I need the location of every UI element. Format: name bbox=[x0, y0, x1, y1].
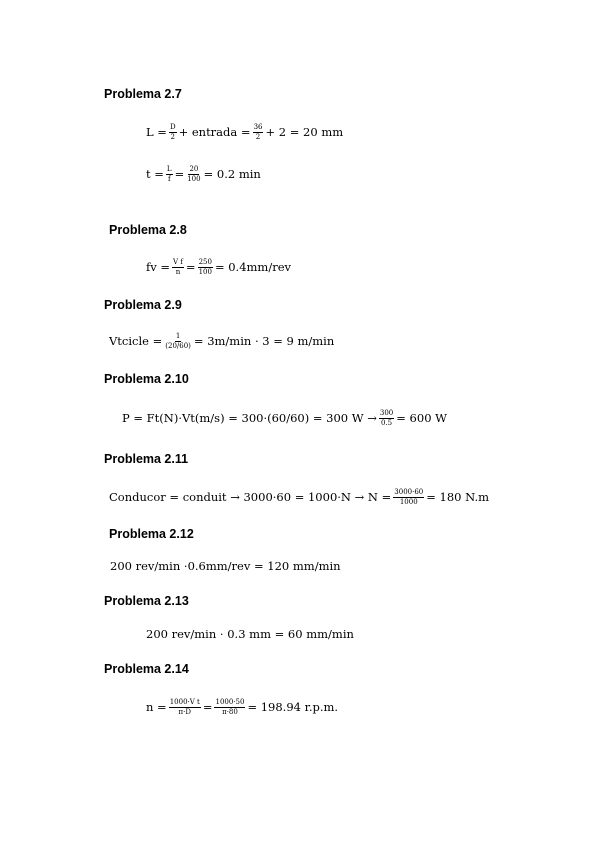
fraction bbox=[169, 699, 201, 717]
eq-text: P = Ft(N)·Vt(m/s) = 300·(60/60) = 300 W → bbox=[122, 411, 377, 426]
eq-text: = 600 W bbox=[396, 411, 447, 426]
fraction-denominator: π·80 bbox=[222, 708, 238, 717]
fraction-numerator: 250 bbox=[198, 259, 213, 268]
equation-2-9 bbox=[109, 333, 334, 351]
heading-problema-2-10: Problema 2.10 bbox=[104, 372, 189, 386]
fraction bbox=[169, 124, 177, 142]
heading-problema-2-7: Problema 2.7 bbox=[104, 87, 182, 101]
eq-text: = 0.2 min bbox=[203, 167, 261, 182]
fraction-denominator: π·D bbox=[178, 708, 191, 717]
equation-2-7-length bbox=[146, 124, 343, 142]
eq-text: = bbox=[185, 260, 196, 275]
equation-2-8 bbox=[146, 259, 291, 277]
eq-text: + entrada = bbox=[178, 125, 251, 140]
heading-problema-2-11: Problema 2.11 bbox=[104, 452, 189, 466]
fraction-denominator: 1000 bbox=[399, 498, 418, 507]
fraction-numerator: D bbox=[169, 124, 177, 133]
heading-problema-2-13: Problema 2.13 bbox=[104, 594, 189, 608]
fraction-denominator: 100 bbox=[198, 268, 212, 277]
fraction-denominator: 2 bbox=[170, 133, 175, 142]
eq-text: 200 rev/min ·0.6mm/rev = 120 mm/min bbox=[110, 559, 341, 573]
eq-text: + 2 = 20 mm bbox=[265, 125, 344, 140]
fraction bbox=[379, 410, 394, 428]
fraction-denominator: n bbox=[175, 268, 181, 277]
eq-text: = 198.94 r.p.m. bbox=[247, 700, 339, 715]
fraction-numerator: 1000·V t bbox=[169, 699, 201, 708]
eq-text: = bbox=[174, 167, 185, 182]
fraction-numerator: 3000·60 bbox=[393, 489, 424, 498]
fraction bbox=[393, 489, 424, 507]
fraction-denominator: (20/60) bbox=[165, 342, 191, 351]
fraction-denominator: 100 bbox=[187, 175, 201, 184]
fraction-numerator: 1 bbox=[175, 333, 181, 342]
fraction-denominator: f bbox=[167, 175, 171, 184]
heading-problema-2-12: Problema 2.12 bbox=[109, 527, 194, 541]
equation-2-14 bbox=[146, 699, 338, 717]
equation-2-10 bbox=[122, 410, 447, 428]
eq-text: = 3m/min · 3 = 9 m/min bbox=[193, 334, 335, 349]
fraction-denominator: 0.5 bbox=[381, 419, 393, 428]
fraction-numerator: 1000·50 bbox=[214, 699, 245, 708]
eq-text: = 180 N.m bbox=[426, 490, 490, 505]
equation-2-13 bbox=[146, 629, 354, 641]
eq-text: n = bbox=[146, 700, 167, 715]
fraction bbox=[166, 166, 173, 184]
fraction-denominator: 2 bbox=[255, 133, 261, 142]
fraction-numerator: 36 bbox=[253, 124, 264, 133]
eq-text: t = bbox=[146, 167, 164, 182]
equation-2-12 bbox=[110, 561, 341, 573]
eq-text: Conducor = conduit → 3000·60 = 1000·N → N = bbox=[109, 490, 392, 505]
fraction-numerator: V f bbox=[172, 259, 184, 268]
eq-text: Vtcicle = bbox=[109, 334, 163, 349]
fraction-numerator: 300 bbox=[379, 410, 394, 419]
fraction bbox=[214, 699, 245, 717]
fraction bbox=[253, 124, 264, 142]
heading-problema-2-14: Problema 2.14 bbox=[104, 662, 189, 676]
eq-text: L = bbox=[146, 125, 167, 140]
fraction bbox=[198, 259, 213, 277]
eq-text: = bbox=[202, 700, 213, 715]
heading-problema-2-9: Problema 2.9 bbox=[104, 298, 182, 312]
fraction-numerator: 20 bbox=[188, 166, 199, 175]
heading-problema-2-8: Problema 2.8 bbox=[109, 223, 187, 237]
eq-text: 200 rev/min · 0.3 mm = 60 mm/min bbox=[146, 627, 354, 641]
fraction bbox=[164, 333, 192, 351]
fraction bbox=[186, 166, 201, 184]
eq-text: = 0.4mm/rev bbox=[214, 260, 292, 275]
equation-2-11 bbox=[109, 489, 489, 507]
equation-2-7-time bbox=[146, 166, 261, 184]
fraction-numerator: L bbox=[166, 166, 173, 175]
eq-text: fv = bbox=[146, 260, 171, 275]
fraction bbox=[172, 259, 184, 277]
